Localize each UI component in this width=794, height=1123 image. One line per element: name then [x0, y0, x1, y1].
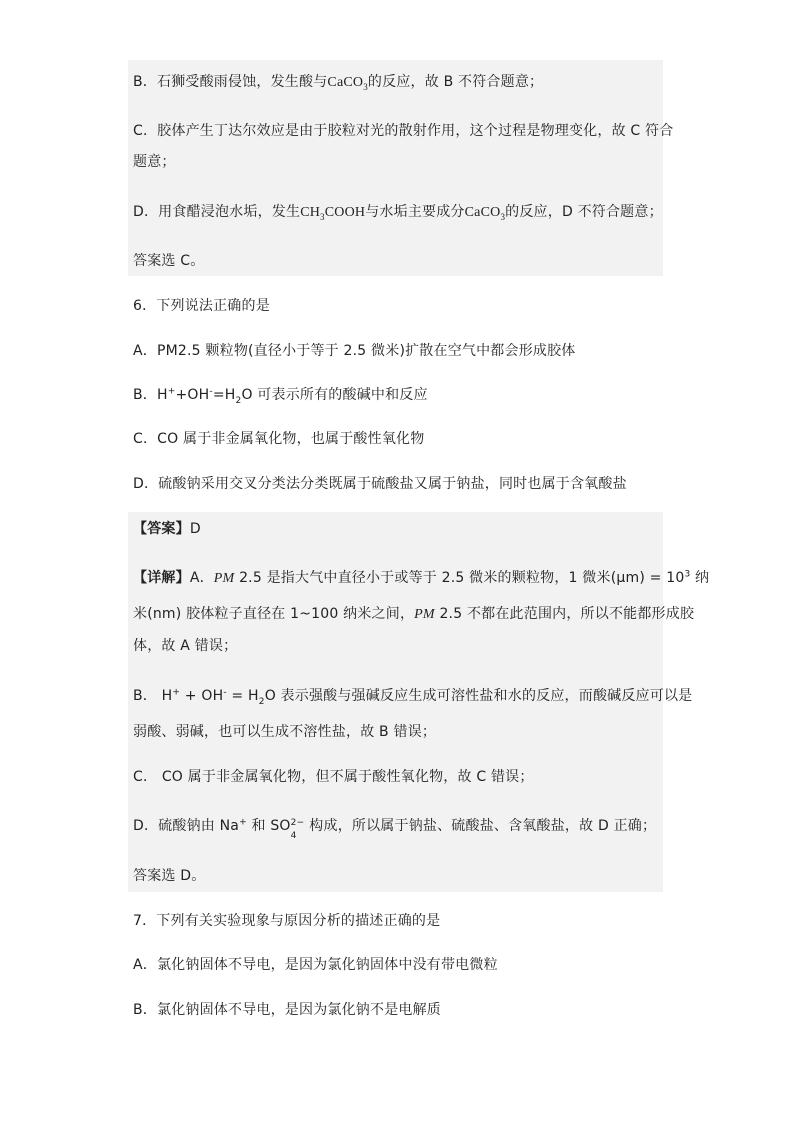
q6-detail-a-line2: 米(nm) 胶体粒子直径在 1~100 纳米之间，PM 2.5 不都在此范围内，所以不能都形成胶 — [133, 606, 695, 622]
q6-option-a: A．PM2.5 颗粒物(直径小于等于 2.5 微米)扩散在空气中都会形成胶体 — [133, 343, 576, 359]
q6-detail-d: D．硫酸钠由 Na+ 和 SO 2− 4 构成，所以属于钠盐、硫酸盐、含氧酸盐，故 D 正确； — [133, 817, 657, 841]
caco3-formula: CaCO$_3$ — [464, 205, 506, 222]
q5-conclusion: 答案选 C。 — [133, 253, 205, 269]
ch3cooh-formula: $CH_3COOH$ — [300, 205, 366, 222]
q5-detail-c-line1: C．胶体产生丁达尔效应是由于胶粒对光的散射作用，这个过程是物理变化，故 C 符合 — [133, 123, 674, 139]
q5-detail-d: D．用食醋浸泡水垢，发生$CH_3COOH$与水垢主要成分CaCO$_3$的反应，D 不符合题意； — [133, 204, 663, 222]
q6-conclusion: 答案选 D。 — [133, 868, 206, 884]
q7-stem: 7．下列有关实验现象与原因分析的描述正确的是 — [133, 913, 441, 929]
q7-option-b: B．氯化钠固体不导电，是因为氯化钠不是电解质 — [133, 1002, 442, 1018]
q6-detail-b-line2: 弱酸、弱碱，也可以生成不溶性盐，故 B 错误； — [133, 724, 437, 740]
q6-stem: 6．下列说法正确的是 — [133, 298, 270, 314]
q6-option-c: C．CO 属于非金属氧化物，也属于酸性氧化物 — [133, 431, 425, 447]
q6-option-d: D．硫酸钠采用交叉分类法分类既属于硫酸盐又属于钠盐，同时也属于含氧酸盐 — [133, 476, 627, 492]
q6-detail-b-line1: B． $H^+ + OH^- = H_2O$ 表示强酸与强碱反应生成可溶性盐和水的反应，而酸碱反应可以是 — [133, 687, 693, 707]
q6-answer: 【答案】D — [133, 521, 201, 537]
q5-detail-c-line2: 题意； — [133, 154, 176, 170]
q6-detail-a-line1: 【详解】A．PM 2.5 是指大气中直径小于或等于 2.5 微米的颗粒物，1 微米$(\mu m) = 10^3$ 纳 — [133, 569, 710, 586]
q6-detail-a-line3: 体，故 A 错误； — [133, 638, 238, 654]
caco3-formula: CaCO$_3$ — [327, 75, 368, 92]
q7-option-a: A．氯化钠固体不导电，是因为氯化钠固体中没有带电微粒 — [133, 957, 498, 973]
q5-detail-b: B．石狮受酸雨侵蚀，发生酸与CaCO$_3$的反应，故 B 不符合题意； — [133, 74, 544, 92]
q6-detail-c: C． CO 属于非金属氧化物，但不属于酸性氧化物，故 C 错误； — [133, 769, 534, 785]
q6-option-b: B．$H^++OH^-=H_2O$ 可表示所有的酸碱中和反应 — [133, 386, 428, 406]
